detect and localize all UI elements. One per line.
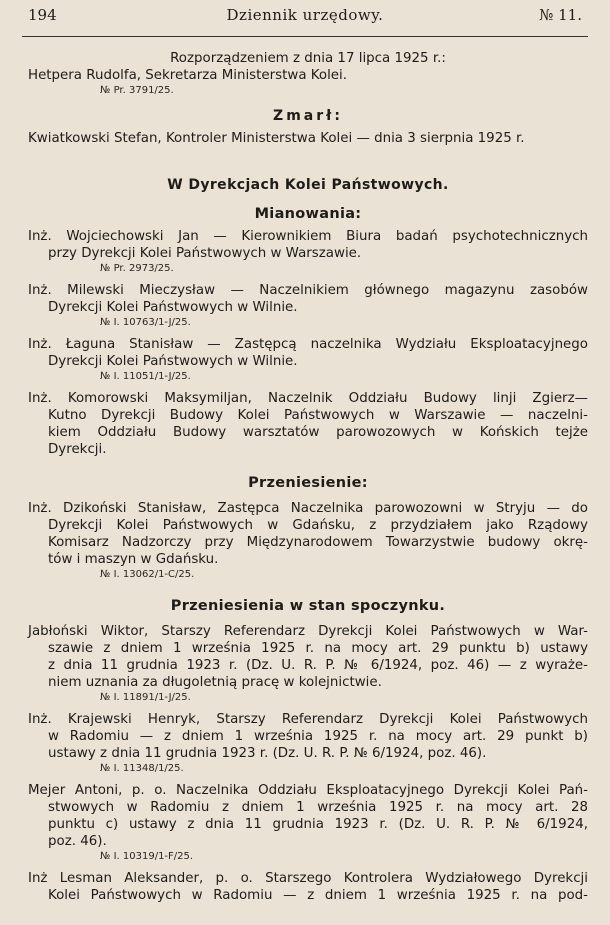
decree-intro: Rozporządzeniem z dnia 17 lipca 1925 r.: — [170, 51, 446, 66]
issue-number: № 11. — [539, 6, 582, 24]
entry-line: Inż. Milewski Mieczysław — Naczelnikiem głównego magazynu zasobów — [28, 283, 588, 298]
spoczynek-entry — [28, 870, 588, 904]
mianowania-heading: Mianowania: — [254, 206, 362, 222]
entry-line: Dyrekcji Kolei Państwowych w Wilnie. — [48, 354, 298, 369]
entry-ref: № Pr. 2973/25. — [100, 263, 174, 274]
entry-line: Inż Lesman Aleksander, p. o. Starszego Kontrolera Wydziałowego Dyrekcji — [28, 871, 588, 886]
entry-ref: № I. 13062/1-C/25. — [100, 569, 195, 580]
entry-line: niem uznania za długoletnią pracę w kolejnictwie. — [48, 675, 382, 690]
entry-line: stwowych w Radomiu z dniem 1 września 1925 r. na mocy art. 28 — [48, 800, 588, 815]
entry-line: poz. 46). — [48, 834, 107, 849]
zmarl-line: Kwiatkowski Stefan, Kontroler Ministerstwa Kolei — dnia 3 sierpnia 1925 r. — [28, 131, 525, 146]
entry-line: Mejer Antoni, p. o. Naczelnika Oddziału Eksploatacyjnego Dyrekcji Kolei Pań- — [28, 783, 588, 798]
page-content — [28, 50, 588, 904]
spoczynek-entry — [28, 782, 588, 863]
page-number: 194 — [28, 6, 57, 24]
entry-line: ustawy z dnia 11 grudnia 1923 r. (Dz. U. R. P. № 6/1924, poz. 46). — [48, 746, 487, 761]
entry-line: Kolei Państwowych w Radomiu — z dniem 1 września 1925 r. na pod- — [48, 888, 588, 903]
entry-ref: № I. 11348/1/25. — [100, 763, 184, 774]
entry-line: w Radomiu — z dniem 1 września 1925 r. na mocy art. 29 punkt b) — [48, 729, 588, 744]
spoczynek-heading: Przeniesienia w stan spoczynku. — [170, 598, 446, 614]
entry-line: przy Dyrekcji Kolei Państwowych w Warszawie. — [48, 246, 362, 261]
zmarl-heading: Zmarł: — [273, 108, 343, 124]
entry-ref: № I. 11891/1-J/25. — [100, 692, 191, 703]
entry-ref: № I. 10319/1-F/25. — [100, 851, 194, 862]
mianowanie-entry — [28, 390, 588, 458]
entry-line: Inż. Wojciechowski Jan — Kierownikiem Biura badań psychotechnicznych — [28, 229, 588, 244]
decree-line: Hetpera Rudolfa, Sekretarza Ministerstwa Kolei. — [28, 68, 348, 83]
decree-ref: № Pr. 3791/25. — [100, 85, 174, 96]
journal-title: Dziennik urzędowy. — [226, 6, 384, 24]
mianowanie-entry — [28, 336, 588, 383]
entry-line: Inż. Dzikoński Stanisław, Zastępca Naczelnika parowozowni w Stryju — do — [28, 501, 588, 516]
przeniesienie-entry — [28, 500, 588, 581]
dyrekcje-heading: W Dyrekcjach Kolei Państwowych. — [167, 177, 449, 193]
header-rule — [22, 36, 588, 37]
entry-line: Kutno Dyrekcji Budowy Kolei Państwowych w Warszawie — naczelni- — [48, 408, 588, 423]
entry-line: Inż. Komorowski Maksymiljan, Naczelnik Oddziału Budowy linji Zgierz— — [28, 391, 588, 406]
entry-line: Dyrekcji Kolei Państwowych w Wilnie. — [48, 300, 298, 315]
entry-ref: № I. 10763/1-J/25. — [100, 317, 191, 328]
entry-line: tów i maszyn w Gdańsku. — [48, 552, 219, 567]
spoczynek-entry — [28, 623, 588, 704]
mianowanie-entry — [28, 228, 588, 275]
entry-line: Jabłoński Wiktor, Starszy Referendarz Dyrekcji Kolei Państwowych w War- — [28, 624, 588, 639]
entry-line: z dnia 11 grudnia 1923 r. (Dz. U. R. P. № 6/1924, poz. 46) — z wyraże- — [48, 658, 588, 673]
page-header — [28, 6, 582, 28]
entry-line: Dyrekcji. — [48, 442, 107, 457]
entry-line: Dyrekcji Kolei Państwowych w Gdańsku, z przydziałem jako Rządowy — [48, 518, 588, 533]
entry-ref: № I. 11051/1-J/25. — [100, 371, 191, 382]
entry-line: Komisarz Nadzorczy przy Międzynarodowem Towarzystwie budowy okrę- — [48, 535, 588, 550]
spoczynek-entry — [28, 711, 588, 775]
entry-line: kiem Oddziału Budowy warsztatów parowozowych w Końskich tejże — [48, 425, 588, 440]
entry-line: szawie z dniem 1 września 1925 r. na mocy art. 29 punktu b) ustawy — [48, 641, 588, 656]
mianowanie-entry — [28, 282, 588, 329]
entry-line: punktu c) ustawy z dnia 11 grudnia 1923 r. (Dz. U. R. P. № 6/1924, — [48, 817, 588, 832]
przeniesienie-heading: Przeniesienie: — [248, 475, 368, 491]
entry-line: Inż. Krajewski Henryk, Starszy Referendarz Dyrekcji Kolei Państwowych — [28, 712, 588, 727]
entry-line: Inż. Łaguna Stanisław — Zastępcą naczelnika Wydziału Eksploatacyjnego — [28, 337, 588, 352]
